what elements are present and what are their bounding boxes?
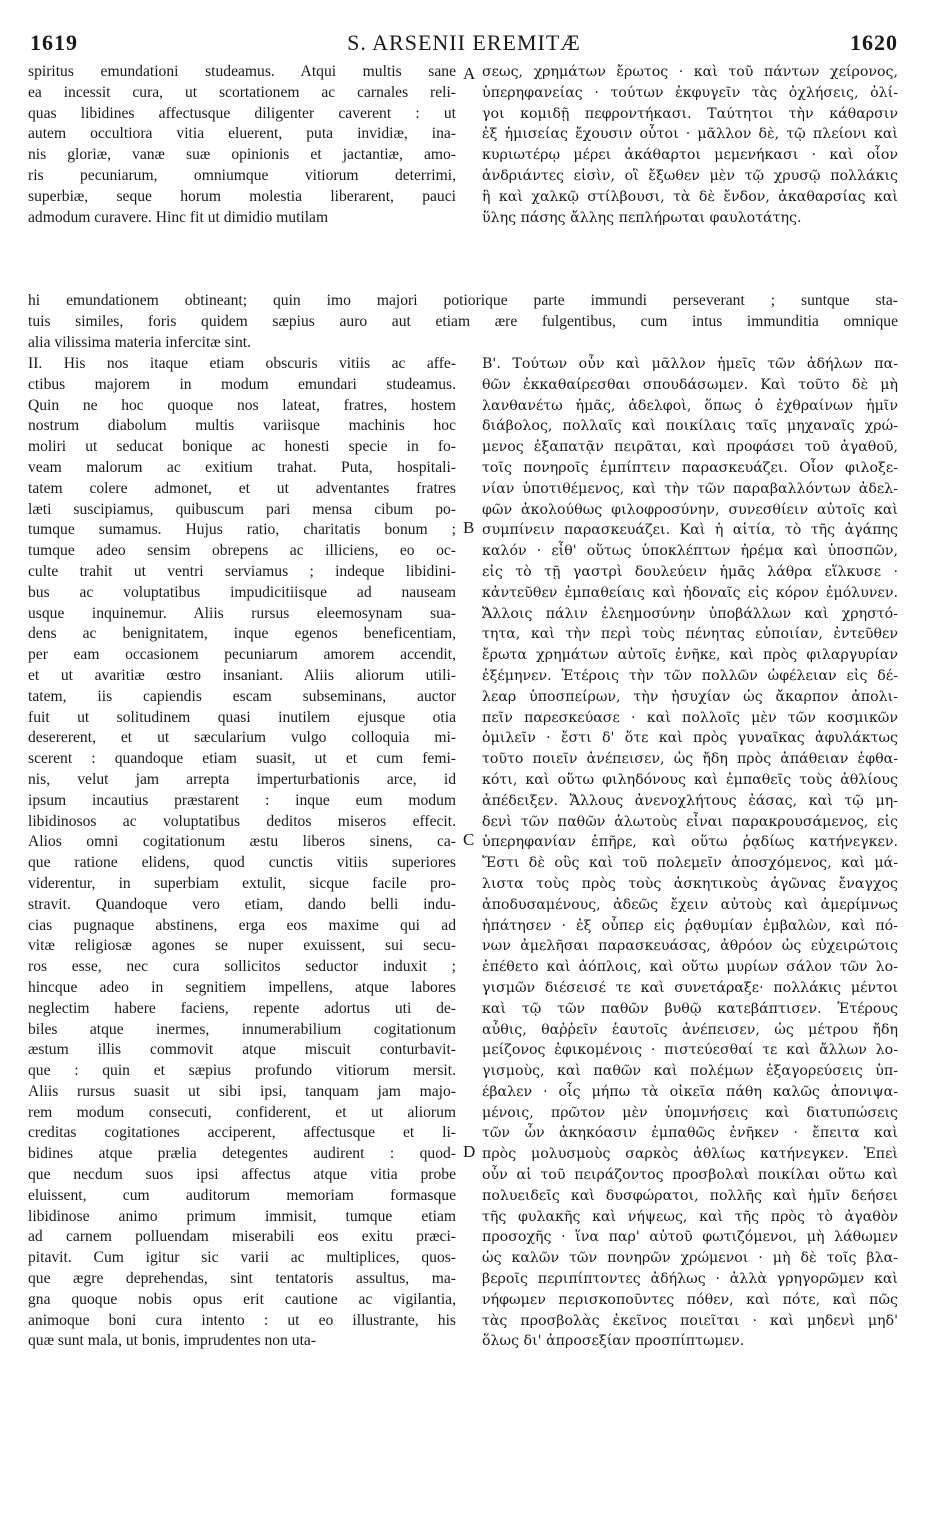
text-line: culte trahit ut ventri serviamus ; indeque libidini- [28,562,456,580]
section-marker-a: A [463,64,476,83]
text-line: νήφωμεν περισκοποῦντες πόθεν, καὶ πότε, καὶ πῶς [482,1291,898,1308]
text-line: ἐπέθετο καὶ ἀόπλοις, καὶ οὕτω μυρίων σάλον τῶν λο- [482,959,898,976]
text-line: quas libidines affectusque diligenter caverent : ut [28,104,456,122]
text-line: οὖν αἱ τοῦ πειράζοντος προσβολαὶ ποικίλαι οὕτω καὶ [482,1167,898,1184]
text-line: λιστα τοὺς πρὸς τοὺς ἀσκητικοὺς ἀγῶνας ἔναγχος [482,875,898,892]
text-line: eluissent, cum auditorum memoriam formasque [28,1186,456,1204]
text-line: λεαρ ὑποσπείρων, τὴν ἡσυχίαν ὡς ἄκαρπον ἀπολι- [482,688,898,705]
text-line: ipsum incautius præstarent : inque eum modum [28,791,456,809]
text-line: έβαλεν · οἷς μήπω τὰ οἰκεῖα πάθη καλῶς ἀπονιψα- [482,1083,898,1100]
text-line: φῶν ἀκολούθως φιλοφροσύνην, συνεσθίειν αὐτοῖς καὶ [482,501,898,518]
text-line: ris pecuniarum, omniumque vitiorum deterrimi, [28,166,456,184]
text-line: ἀνδριάντες εἰσὶν, οἳ ἔξωθεν μὲν τῷ χρυσῷ πολλάκις [482,167,898,184]
text-line: hincque adeo in segnitiem impellens, atque labores [28,978,456,996]
text-line: ὑπερηφανείας · τούτων ἐκφυγεῖν τὰς ὀχλήσεις, ὀλί- [482,84,898,101]
section-marker-d: D [463,1142,476,1161]
text-line: que : quin et sæpius profundo vitiorum mersit. [28,1062,456,1080]
text-line: moliri ut seducat bonique ac honesti specie in fo- [28,438,456,456]
page-number-left: 1619 [30,30,78,55]
text-line: πεῖν παρεσκεύασε · καὶ πολλοῖς μὲν τῶν κοσμικῶν [482,709,898,726]
text-line: ὕλης πάσης ἄλλης πεπλήρωται φαυλοτάτης. [482,209,802,226]
text-line: τῆς φυλακῆς καὶ νήψεως, καὶ τῆς πρὸς τὸ ἀγαθὸν [482,1208,898,1225]
text-line: τῶν ὧν ἀκηκόασιν ἐμπαθῶς ἐνῆκεν · ἔπειτα καὶ [482,1125,898,1142]
text-line: νων ἀμελῆσαι παρασκευάσας, ἀθρόον ὡς εὐχειρώτοις [482,938,898,955]
text-line: scerent : quandoque etiam suasit, ut et cum femi- [28,750,456,768]
text-line: προσοχῆς · ἵνα παρ' αὐτοῦ φωτιζόμενοι, μὴ λάθωμεν [482,1229,898,1246]
text-line: tatem, iis capiendis escam subseminans, auctor [28,687,456,705]
text-line: Quin ne hoc quoque nos lateat, fratres, hostem [28,396,456,414]
page-number-right: 1620 [850,30,898,55]
text-line: æstum illis commovit atque miscuit conturbavit- [28,1041,456,1059]
text-line: que ægre deprehendas, sint tentatoris assultus, ma- [28,1270,456,1288]
text-line: ea incessit cura, ut scortationem ac carnales reli- [28,83,456,101]
text-line: λανθανέτω ἡμᾶς, ἀδελφοὶ, ὅπως ὁ ἐχθραίνων ἡμῖν [482,397,898,414]
text-line: libidinosos ac voluptatibus deditos miseros effecit. [28,812,456,830]
text-line: βεροῖς περιπίπτοντες ἀδήλως · ἀλλὰ γρηγορῶμεν καὶ [482,1271,898,1288]
text-line: μενος ἐξαπατᾷν πειρᾶται, καὶ προφάσει τοῦ ἀγαθοῦ, [482,439,898,456]
text-line: ἐξέμηνεν. Ἑτέροις τὴν τῶν πολλῶν ὠφέλειαν εἰς δέ- [482,667,898,684]
text-line: libidinose animo primum immisit, tumque etiam [28,1207,456,1225]
text-line: θῶν ἐκκαθαίρεσθαι σπουδάσωμεν. Καὶ τοῦτο δὲ μὴ [482,376,898,393]
text-line: per eam occasionem pecuniarum amorem accendit, [28,646,456,664]
text-line: ἢ καὶ χαλκῷ στίλβουσι, τὰ δὲ ἔνδον, ἀκαθαρσίας καὶ [482,188,898,205]
text-line: quæ sunt mala, ut bonis, imprudentes non uta- [28,1332,317,1350]
text-line: δενὶ τῶν παθῶν ἁλωτοὺς εἶναι παρακρουσάμενος, εἰς [482,813,898,830]
text-line: nis gloriæ, vanæ suæ opinionis et jactantiæ, amo- [28,146,456,164]
text-line: ros esse, nec cura sollicitos seductor induxit ; [28,958,456,976]
running-title: S. ARSENII EREMITÆ [347,30,581,55]
text-line: εἰς τὸ τῇ γαστρὶ δουλεύειν ἡμᾶς λάθρα εἵλκυσε · [482,563,898,580]
text-line: II. His nos itaque etiam obscuris vitiis ac affe- [28,355,456,372]
text-line: τοῖς πονηροῖς ἐμπίπτειν παρασκευάζει. Οἷον φιλοξε- [482,459,898,476]
text-line: vitæ religiosæ agones se nuper exuissent, sui secu- [28,937,456,955]
text-line: fuit ut solitudinem quasi inutilem ejusque otia [28,708,456,726]
text-line: ἐξ ἡμισείας ἔχουσιν οὗτοι · μᾶλλον δὲ, τῷ πλείονι καὶ [482,126,898,143]
text-line: καὶ τῷ τῶν παθῶν βυθῷ κατεβάπτισεν. Ἑτέρους [482,1000,898,1017]
text-line: tumque adeo sensim obrepens ac illiciens, eo oc- [28,542,456,560]
text-line: τητα, καὶ τὴν περὶ τοὺς πένητας εὐποιίαν, ἐντεῦθεν [482,626,898,643]
text-line: spiritus emundationi studeamus. Atqui multis sane [28,63,456,80]
text-line: et ut avaritiæ œstro insaniant. Aliis aliorum utili- [28,666,456,684]
text-line: neglectim habere faciens, repente adortus uti de- [28,999,456,1017]
text-line: que necdum suos ipsi affectus atque vitia probe [28,1166,456,1184]
text-line: hi emundationem obtineant; quin imo majori potiorique parte immundi perseverant ; suntque sta- [28,292,898,309]
text-line: nis, velut jam arrepta imperturbationis arce, id [28,770,456,788]
text-line: μένοις, πρῶτον μὲν ὑπομνήσεις καὶ διατυπώσεις [482,1104,898,1121]
text-line: ὁμιλεῖν · ἔστι δ' ὅτε καὶ πρὸς γυναῖκας ἀφυλάκτως [482,730,898,747]
text-line: Aliis rursus suasit ut sibi ipsi, tanquam jam majo- [28,1082,456,1100]
text-line: Alios omni cogitationum æstu liberos sinens, ca- [28,833,456,851]
text-line: cias pugnaque abstinens, erga eos maxime qui ad [28,916,456,934]
text-line: rem modum consecuti, confiderent, et ut aliorum [28,1103,456,1121]
text-line: admodum curavere. Hinc fit ut dimidio mutilam [28,208,329,226]
text-line: καλόν · εἶθ' οὕτως ὑποκλέπτων ἠρέμα καὶ ὑποσπῶν, [482,543,898,560]
text-line: stravit. Quandoque vero etiam, dando belli indu- [28,895,456,913]
text-line: tatem colere admonet, et ut adventantes fratres [28,479,456,497]
section-marker-b: B [463,518,475,537]
text-line: πρὸς μολυσμοὺς σαρκὸς ἀθλίως κατήνεγκεν. Ἐπεὶ [482,1146,898,1163]
text-line: ἠπάτησεν · ἐξ οὗπερ εἰς ῥᾳθυμίαν ἐμβαλὼν, καὶ πό- [482,917,898,934]
text-line: νίαν ὑποτιθέμενος, καὶ τὴν τῶν παραβαλλόντων ἀδελ- [482,480,898,497]
text-line: gna quoque nobis opus erit cautione ac vigilantia, [28,1290,456,1308]
text-line: Ἔστι δὲ οὓς καὶ τοῦ πολεμεῖν ἀποσχόμενος, καὶ μά- [482,855,898,872]
text-line: αὖθις, θαῤῥεῖν ἑαυτοῖς ἀνέπεισεν, ὡς μέτρου ἤδη [482,1021,898,1038]
text-line: ad carnem polluendam miserabili eos exitu præci- [28,1228,456,1246]
text-line: desererent, et ut sæcularium vulgo colloquia mi- [28,729,456,747]
text-line: viderentur, in superbiam extulit, sicque facile pro- [28,874,456,892]
text-line: superbiæ, seque horum molestia liberarent, pauci [28,187,456,205]
text-line: τοῦτο ποιεῖν ἀνέπεισεν, ὡς ἤδη πρὸς ἀπάθειαν ἐφθα- [482,751,898,768]
text-line: διάβολος, πολλαῖς καὶ ποικίλαις ταῖς μηχαναῖς χρώ- [482,418,898,435]
text-line: veam malorum ac exitium trahat. Puta, hospitali- [28,458,456,476]
text-line: ἀποδυσαμένους, ἀδεῶς ἔχειν αὐτοὺς καὶ ἀμερίμνως [482,896,898,913]
text-line: ὅλως δι' ἀπροσεξίαν προσπίπτωμεν. [482,1333,745,1350]
text-line: ctibus majorem in modum emundari studeamus. [28,375,456,393]
text-line: ὡς καλῶν τῶν πονηρῶν χρώμενοι · μὴ δὲ τοῖς βλα- [482,1250,898,1267]
text-line: usque inquinemur. Aliis rursus eleemosynam sua- [28,604,456,622]
text-line: læti suscipiamus, quibuscum pari mensa cibum po- [28,500,456,518]
greek-column-top [482,62,898,228]
text-line: κυριωτέρῳ μέρει ἀκάθαρτοι μεμενήκασι · καὶ οἷον [482,147,898,164]
text-line: bus ac voluptatibus impudicitiisque ad nauseam [28,583,456,601]
text-line: ἔρωτα χρημάτων αὐτοῖς ἐνῆκε, καὶ πρὸς φιλαργυρίαν [482,647,898,664]
text-line: τὰς προσβολὰς ἐκεῖνος ποιεῖται · καὶ μηδενὶ μηδ' [482,1312,898,1329]
text-line: alia vilissima materia infercitæ sint. [28,333,252,351]
latin-column-top [28,62,456,228]
text-line: nostrum diabolum multis variisque machinis hoc [28,417,456,435]
text-line: Ἄλλοις πάλιν ἐλεημοσύνην ὑποβάλλων καὶ χρηστό- [482,605,898,622]
text-line: animoque boni cura intento : ut eo illustrante, his [28,1311,456,1329]
text-line: bidines atque prælia detegentes audirent : quod- [28,1145,456,1163]
text-line: κἀντεῦθεν ἐμπαθείαις καὶ ἡδοναῖς εἰς κόρον ἐμόλυνεν. [482,584,898,601]
text-line: Β'. Τούτων οὖν καὶ μᾶλλον ἡμεῖς τῶν ἀδήλων πα- [482,356,898,372]
text-line: σεως, χρημάτων ἔρωτος · καὶ τοῦ πάντων χείρονος, [482,64,898,80]
text-line: biles atque inermes, innumerabilium cogitationum [28,1020,456,1038]
text-line: dens ac benignitatem, inque egenos beneficentiam, [28,625,456,643]
text-line: γισμοὺς, καὶ παθῶν καὶ πολέμων ἐξαγορεύσεις ὑπ- [482,1063,898,1080]
text-line: que ratione elidens, quod cunctis vitiis superiores [28,854,456,872]
text-line: tuis similes, foris quidem sæpius auro aut etiam ære fulgentibus, cum intus immunditia omnique [28,312,898,330]
text-line: pitavit. Cum igitur sic varii ac multiplices, quos- [28,1249,456,1267]
text-line: autem occultiora vitia eluerent, puta invidiæ, ina- [28,125,456,143]
section-marker-c: C [463,830,475,849]
text-line: πολυειδεῖς καὶ δυσφώρατοι, πολλῆς καὶ ἡμῖν δεήσει [482,1187,898,1204]
text-line: κότι, καὶ οὕτω φιληδόνους καὶ ἐμπαθεῖς τοὺς ἀθλίους [482,771,898,788]
text-line: γοι κομιδῇ πεφροντήκασι. Ταύτητοι τὴν κάθαρσιν [482,105,898,122]
page-header [30,30,898,60]
text-line: συμπίνειν παρασκευάζει. Καὶ ἡ αἰτία, τὸ τῆς ἀγάπης [482,522,898,539]
latin-column-main [28,354,456,1352]
text-line: tumque sumamus. Hujus ratio, charitatis bonum ; [28,521,456,539]
text-line: γισμῶν διέσεισέ τε καὶ συνετάραξε· πολλάκις μέντοι [482,979,898,996]
text-line: μείζονος ἐφικομένοις · πιστεύεσθαί τε καὶ ἄλλων λο- [482,1042,898,1059]
text-line: creditas cogitationes acciperent, affectusque et li- [28,1124,456,1142]
text-line: ὑπερηφανίαν ἐπῆρε, καὶ οὕτω ῥᾳδίως κατήνεγκεν. [482,834,898,851]
text-line: ἀπέδειξεν. Ἄλλους ἀνενοχλήτους ἐάσας, καὶ τῷ μη- [482,792,898,809]
greek-column-main [482,354,898,1352]
latin-full-width-text [28,291,898,353]
